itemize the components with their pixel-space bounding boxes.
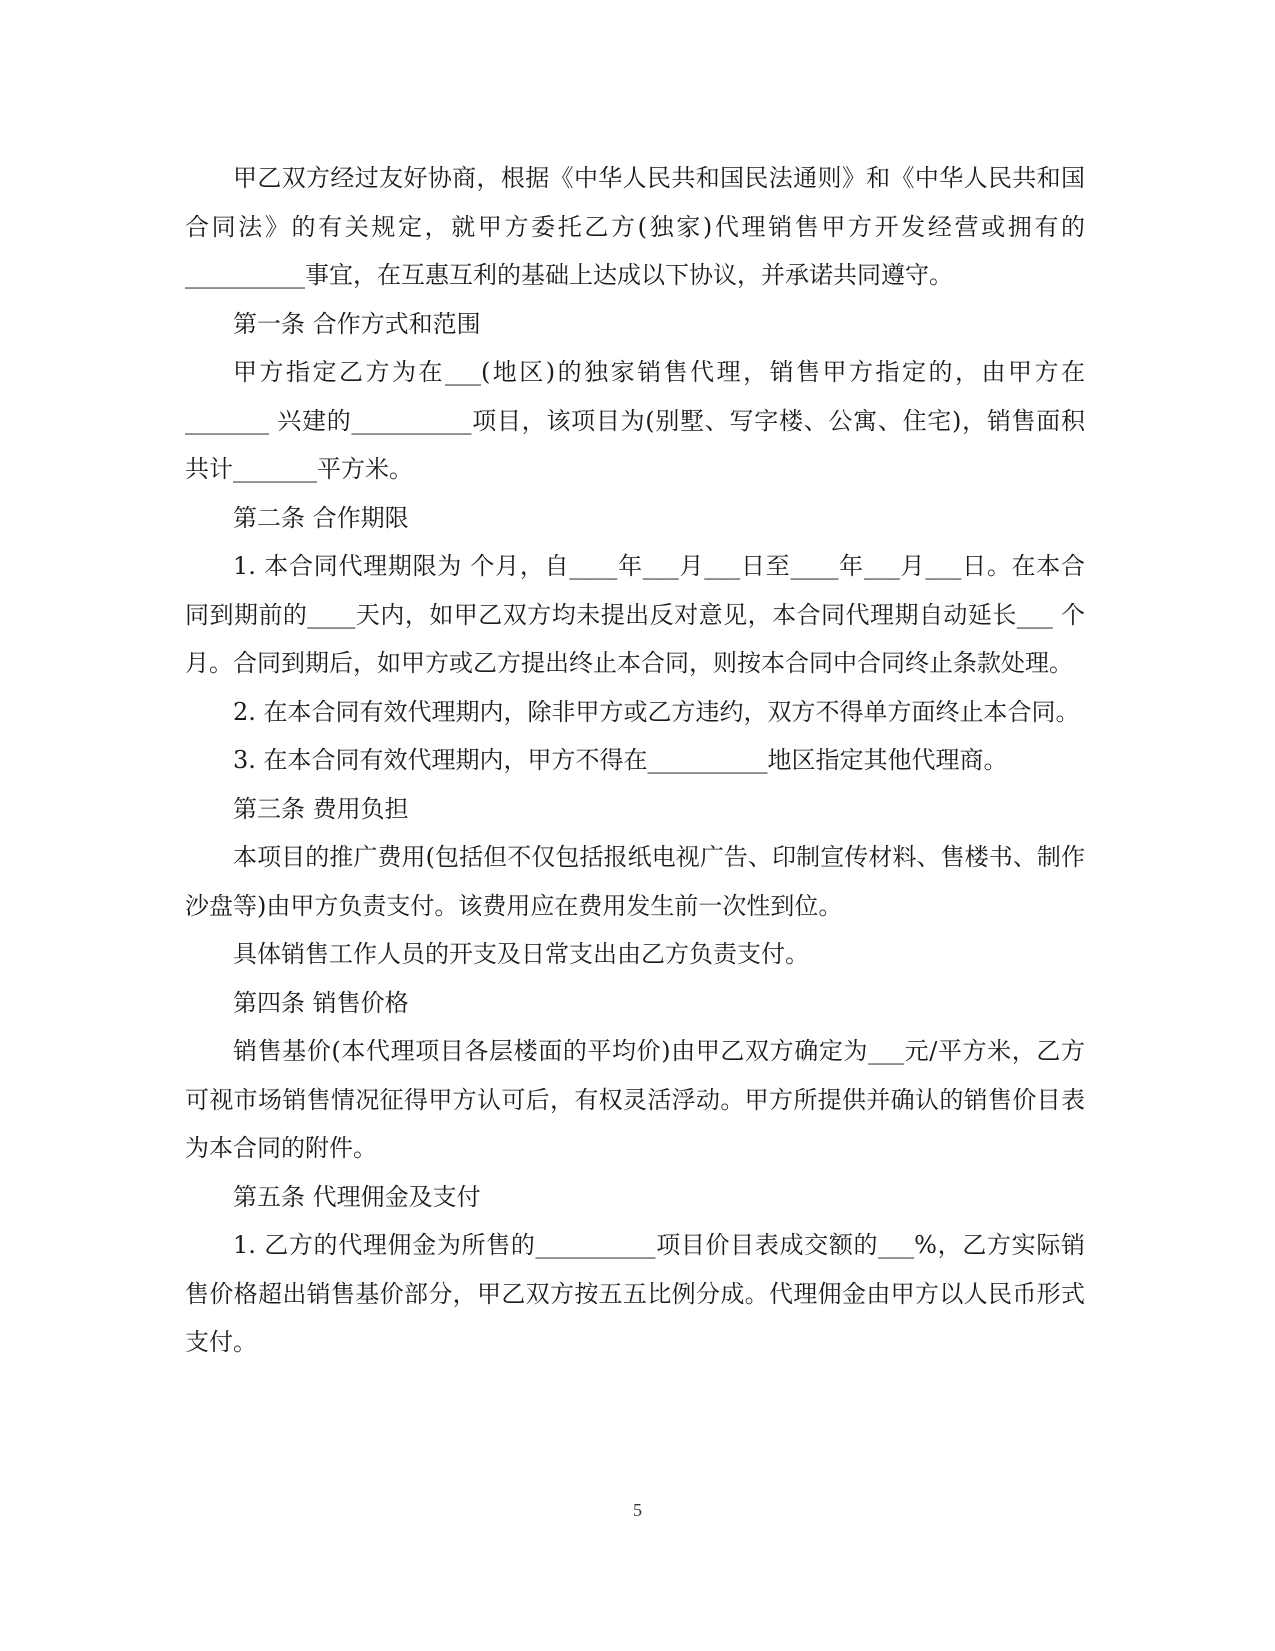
article-4-body: 销售基价(本代理项目各层楼面的平均价)由甲乙双方确定为___元/平方米，乙方可视市场销售情况征得甲方认可后，有权灵活浮动。甲方所提供并确认的销售价目表为本合同的附件。 (185, 1037, 1085, 1162)
article-1-heading: 第一条 合作方式和范围 (233, 309, 481, 338)
article-2-clause-3: 3. 在本合同有效代理期内，甲方不得在__________地区指定其他代理商。 (233, 746, 1008, 774)
article-5-heading: 第五条 代理佣金及支付 (233, 1182, 481, 1211)
article-2-clause-1: 1. 本合同代理期限为 个月，自____年___月___日至____年___月___日。在本合同到期前的____天内，如甲乙双方均未提出反对意见，本合同代理期自动延长___ 个月。合同到期后，如甲方或乙方提出终止本合同，则按本合同中合同终止条款处理。 (185, 552, 1085, 677)
article-2-heading: 第二条 合作期限 (233, 503, 409, 532)
article-3-body-1: 本项目的推广费用(包括但不仅包括报纸电视广告、印制宣传材料、售楼书、制作沙盘等)由甲方负责支付。该费用应在费用发生前一次性到位。 (185, 843, 1085, 920)
article-4-heading: 第四条 销售价格 (233, 988, 409, 1017)
intro-paragraph: 甲乙双方经过友好协商，根据《中华人民共和国民法通则》和《中华人民共和国合同法》的有关规定，就甲方委托乙方(独家)代理销售甲方开发经营或拥有的__________事宜，在互惠互利的基础上达成以下协议，并承诺共同遵守。 (185, 164, 1085, 289)
article-3-body-2: 具体销售工作人员的开支及日常支出由乙方负责支付。 (233, 940, 809, 968)
contract-body (185, 154, 1085, 1367)
page-number: 5 (633, 1500, 642, 1520)
article-2-clause-2: 2. 在本合同有效代理期内，除非甲方或乙方违约，双方不得单方面终止本合同。 (233, 697, 1080, 726)
article-5-clause-1: 1. 乙方的代理佣金为所售的__________项目价目表成交额的___%，乙方实际销售价格超出销售基价部分，甲乙双方按五五比例分成。代理佣金由甲方以人民币形式支付。 (185, 1231, 1085, 1356)
article-1-body: 甲方指定乙方为在___(地区)的独家销售代理，销售甲方指定的，由甲方在_______ 兴建的__________项目，该项目为(别墅、写字楼、公寓、住宅)，销售面积共计_______平方米。 (185, 358, 1085, 483)
article-3-heading: 第三条 费用负担 (233, 794, 409, 823)
